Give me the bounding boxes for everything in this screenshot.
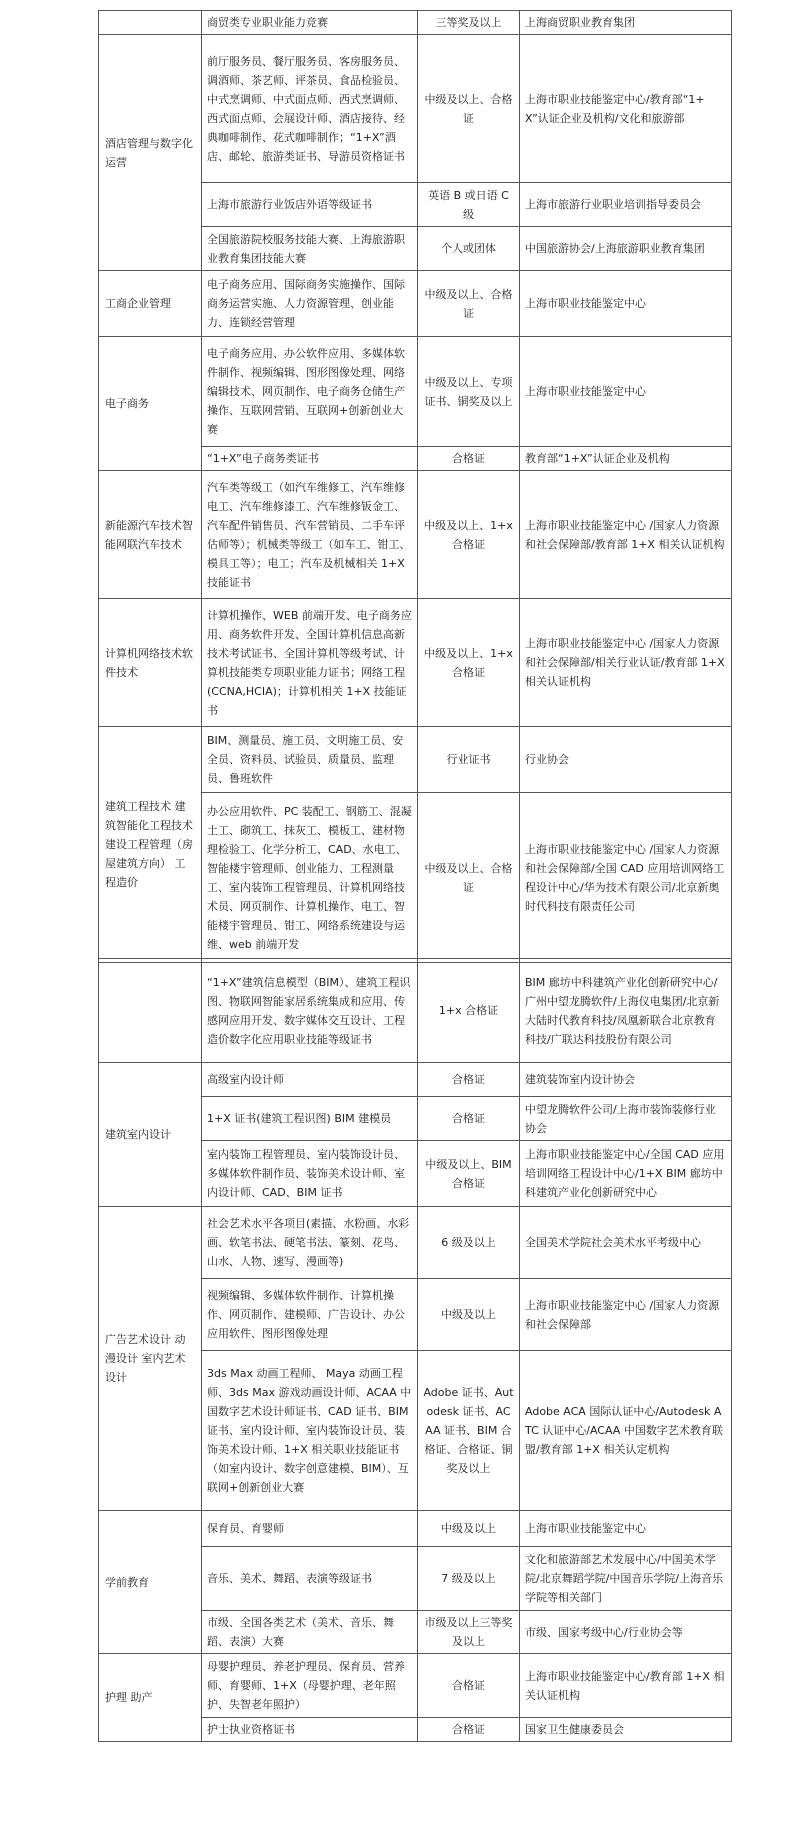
certificate-cell: 保育员、育婴师	[202, 1511, 418, 1547]
certificate-cell: 办公应用软件、PC 装配工、钢筋工、混凝土工、砌筑工、抹灰工、模板工、建材物理检验工、化学分析工、CAD、水电工、智能楼宇管理师、创业能力、工程测量工、室内装饰工程管理员、计算机网络技术员、网页制作、计算机操作、电工、智能楼宇管理员、钳工、网络系统建设与运维、web 前端开发	[202, 793, 418, 963]
table-row	[99, 1207, 732, 1279]
organization-cell: 中望龙腾软件公司/上海市装饰装修行业协会	[520, 1097, 732, 1141]
major-cell: 计算机网络技术软件技术	[99, 599, 202, 727]
certificate-cell: “1+X”建筑信息模型（BIM）、建筑工程识图、物联网智能家居系统集成和应用、传感网应用开发、数字媒体交互设计、工程造价数字化应用职业技能等级证书	[202, 959, 418, 1063]
table-row	[99, 1063, 732, 1097]
major-cell	[99, 11, 202, 35]
certificate-cell: 汽车类等级工（如汽车维修工、汽车维修电工、汽车维修漆工、汽车维修钣金工、汽车配件销售员、汽车营销员、二手车评估师等）；机械类等级工（如车工、钳工、模具工等）；电工；汽车及机械相关 1+X 技能证书	[202, 471, 418, 599]
organization-cell: 全国美术学院社会美术水平考级中心	[520, 1207, 732, 1279]
table-row	[99, 1511, 732, 1547]
major-cell: 广告艺术设计 动漫设计 室内艺术设计	[99, 1207, 202, 1511]
table-row	[99, 599, 732, 727]
major-cell: 新能源汽车技术智能网联汽车技术	[99, 471, 202, 599]
table-row	[99, 727, 732, 793]
level-cell: 个人或团体	[418, 227, 520, 271]
level-cell: 中级及以上、1+x 合格证	[418, 471, 520, 599]
certificate-cell: 高级室内设计师	[202, 1063, 418, 1097]
certificate-cell: 全国旅游院校服务技能大赛、上海旅游职业教育集团技能大赛	[202, 227, 418, 271]
certificate-cell: 上海市旅游行业饭店外语等级证书	[202, 183, 418, 227]
major-cell: 电子商务	[99, 337, 202, 471]
table-row	[99, 959, 732, 1063]
major-cell: 学前教育	[99, 1511, 202, 1654]
level-cell: 6 级及以上	[418, 1207, 520, 1279]
major-cell: 酒店管理与数字化运营	[99, 35, 202, 271]
certificate-cell: 前厅服务员、餐厅服务员、客房服务员、调酒师、茶艺师、评茶员、食品检验员、中式烹调师、中式面点师、西式烹调师、西式面点师、会展设计师、酒店接待、经典咖啡制作、花式咖啡制作；“1+X”酒店、邮轮、旅游类证书、导游员资格证书	[202, 35, 418, 183]
level-cell: 合格证	[418, 447, 520, 471]
certificate-cell: 1+X 证书(建筑工程识图) BIM 建模员	[202, 1097, 418, 1141]
level-cell: 中级及以上	[418, 1511, 520, 1547]
certificate-table-part-1	[98, 10, 732, 963]
table-row	[99, 35, 732, 183]
certificate-table-part-2	[98, 958, 732, 1742]
major-cell: 护理 助产	[99, 1654, 202, 1742]
organization-cell: 上海市职业技能鉴定中心/教育部 1+X 相关认证机构	[520, 1654, 732, 1718]
organization-cell: Adobe ACA 国际认证中心/Autodesk ATC 认证中心/ACAA 中国数字艺术教育联盟/教育部 1+X 相关认定机构	[520, 1351, 732, 1511]
certificate-cell: 3ds Max 动画工程师、 Maya 动画工程师、3ds Max 游戏动画设计师、ACAA 中国数字艺术设计师证书、CAD 证书、BIM 证书、室内设计师、室内装饰设计员、装饰美术设计师、1+X 相关职业技能证书（如室内设计、数字创意建模、BIM）、互联网+创新创业大赛	[202, 1351, 418, 1511]
level-cell: 中级及以上、1+x 合格证	[418, 599, 520, 727]
organization-cell: 文化和旅游部艺术发展中心/中国美术学院/北京舞蹈学院/中国音乐学院/上海音乐学院等相关部门	[520, 1547, 732, 1611]
certificate-cell: 社会艺术水平各项目(素描、水粉画、水彩画、软笔书法、硬笔书法、篆刻、花鸟、山水、人物、速写、漫画等)	[202, 1207, 418, 1279]
major-cell	[99, 959, 202, 1063]
organization-cell: 上海商贸职业教育集团	[520, 11, 732, 35]
organization-cell: 上海市职业技能鉴定中心/全国 CAD 应用培训网络工程设计中心/1+X BIM 廊坊中科建筑产业化创新研究中心	[520, 1141, 732, 1207]
organization-cell: 上海市职业技能鉴定中心	[520, 1511, 732, 1547]
certificate-cell: BIM、测量员、施工员、文明施工员、安全员、资料员、试验员、质量员、监理员、鲁班软件	[202, 727, 418, 793]
level-cell: 中级及以上、合格证	[418, 35, 520, 183]
certificate-cell: 商贸类专业职业能力竞赛	[202, 11, 418, 35]
level-cell: 合格证	[418, 1097, 520, 1141]
organization-cell: 上海市职业技能鉴定中心	[520, 337, 732, 447]
organization-cell: 市级、国家考级中心/行业协会等	[520, 1611, 732, 1654]
level-cell: 中级及以上、合格证	[418, 793, 520, 963]
organization-cell: 行业协会	[520, 727, 732, 793]
organization-cell: 中国旅游协会/上海旅游职业教育集团	[520, 227, 732, 271]
organization-cell: 上海市旅游行业职业培训指导委员会	[520, 183, 732, 227]
organization-cell: 建筑装饰室内设计协会	[520, 1063, 732, 1097]
organization-cell: 教育部“1+X”认证企业及机构	[520, 447, 732, 471]
certificate-cell: 视频编辑、多媒体软件制作、计算机操作、网页制作、建模师、广告设计、办公应用软件、图形图像处理	[202, 1279, 418, 1351]
table-row	[99, 471, 732, 599]
certificate-cell: 室内装饰工程管理员、室内装饰设计员、多媒体软件制作员、装饰美术设计师、室内设计师、CAD、BIM 证书	[202, 1141, 418, 1207]
table-row	[99, 271, 732, 337]
table-row	[99, 11, 732, 35]
organization-cell: 上海市职业技能鉴定中心/教育部“1+X”认证企业及机构/文化和旅游部	[520, 35, 732, 183]
major-cell: 建筑室内设计	[99, 1063, 202, 1207]
certificate-cell: 音乐、美术、舞蹈、表演等级证书	[202, 1547, 418, 1611]
organization-cell: 国家卫生健康委员会	[520, 1718, 732, 1742]
certificate-cell: 电子商务应用、办公软件应用、多媒体软件制作、视频编辑、图形图像处理、网络编辑技术、网页制作、电子商务仓储生产操作、互联网营销、互联网+创新创业大赛	[202, 337, 418, 447]
level-cell: 英语 B 或日语 C 级	[418, 183, 520, 227]
certificate-cell: 护士执业资格证书	[202, 1718, 418, 1742]
organization-cell: 上海市职业技能鉴定中心 /国家人力资源和社会保障部/全国 CAD 应用培训网络工程设计中心/华为技术有限公司/北京新奥时代科技有限责任公司	[520, 793, 732, 963]
certificate-cell: 电子商务应用、国际商务实施操作、国际商务运营实施、人力资源管理、创业能力、连锁经营管理	[202, 271, 418, 337]
level-cell: 中级及以上、专项证书、铜奖及以上	[418, 337, 520, 447]
certificate-cell: 计算机操作、WEB 前端开发、电子商务应用、商务软件开发、全国计算机信息高新技术考试证书、全国计算机等级考试、计算机技能类专项职业能力证书；网络工程(CCNA,HCIA)；计算机相关 1+X 技能证书	[202, 599, 418, 727]
organization-cell: 上海市职业技能鉴定中心 /国家人力资源和社会保障部	[520, 1279, 732, 1351]
major-cell: 建筑工程技术 建筑智能化工程技术 建设工程管理（房屋建筑方向） 工程造价	[99, 727, 202, 963]
organization-cell: BIM 廊坊中科建筑产业化创新研究中心/广州中望龙腾软件/上海仪电集团/北京新大陆时代教育科技/凤凰新联合北京教育科技/广联达科技股份有限公司	[520, 959, 732, 1063]
level-cell: 合格证	[418, 1718, 520, 1742]
level-cell: 合格证	[418, 1654, 520, 1718]
level-cell: 合格证	[418, 1063, 520, 1097]
level-cell: 中级及以上	[418, 1279, 520, 1351]
level-cell: 7 级及以上	[418, 1547, 520, 1611]
level-cell: 1+x 合格证	[418, 959, 520, 1063]
organization-cell: 上海市职业技能鉴定中心 /国家人力资源和社会保障部/相关行业认证/教育部 1+X 相关认证机构	[520, 599, 732, 727]
organization-cell: 上海市职业技能鉴定中心	[520, 271, 732, 337]
table-row	[99, 337, 732, 447]
level-cell: 中级及以上、合格证	[418, 271, 520, 337]
certificate-cell: 市级、全国各类艺术（美术、音乐、舞蹈、表演）大赛	[202, 1611, 418, 1654]
level-cell: 三等奖及以上	[418, 11, 520, 35]
level-cell: Adobe 证书、Autodesk 证书、ACAA 证书、BIM 合格证、合格证、铜奖及以上	[418, 1351, 520, 1511]
level-cell: 行业证书	[418, 727, 520, 793]
certificate-cell: “1+X”电子商务类证书	[202, 447, 418, 471]
table-row	[99, 1654, 732, 1718]
level-cell: 中级及以上、BIM 合格证	[418, 1141, 520, 1207]
major-cell: 工商企业管理	[99, 271, 202, 337]
level-cell: 市级及以上三等奖及以上	[418, 1611, 520, 1654]
certificate-cell: 母婴护理员、养老护理员、保育员、营养师、育婴师、1+X（母婴护理、老年照护、失智老年照护）	[202, 1654, 418, 1718]
organization-cell: 上海市职业技能鉴定中心 /国家人力资源和社会保障部/教育部 1+X 相关认证机构	[520, 471, 732, 599]
